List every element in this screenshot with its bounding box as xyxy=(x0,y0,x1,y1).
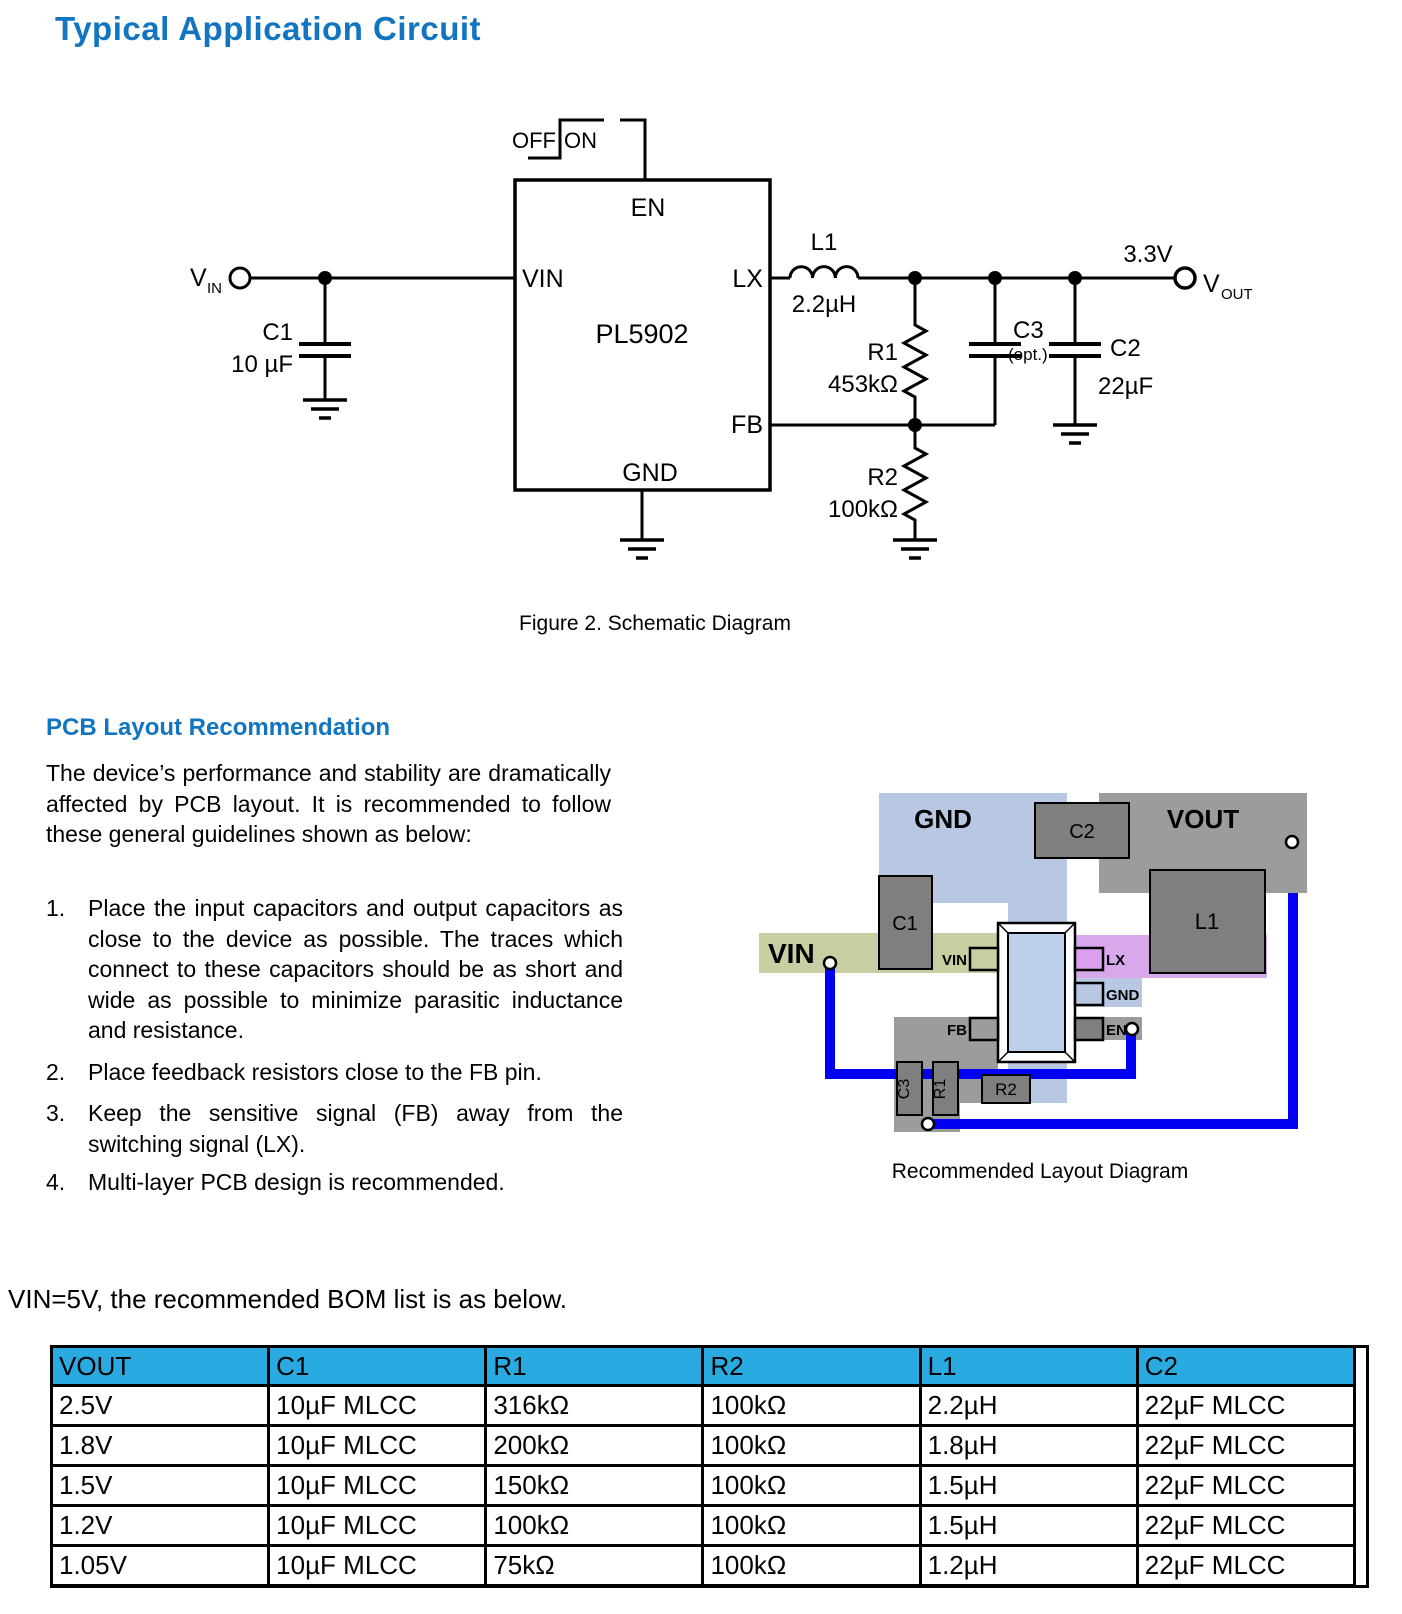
pin-label-gnd: GND xyxy=(622,459,678,487)
c2-value: 22µF xyxy=(1098,373,1154,400)
bom-cell: 22µF MLCC xyxy=(1137,1546,1354,1586)
bom-cell: 100kΩ xyxy=(703,1426,920,1466)
l1-ref: L1 xyxy=(810,229,838,256)
bom-table xyxy=(50,1345,1356,1587)
pin-label-vin: VIN xyxy=(522,265,564,293)
bom-cell: 316kΩ xyxy=(486,1386,703,1426)
bom-header-cell: C2 xyxy=(1137,1347,1354,1386)
list-item-number: 2. xyxy=(46,1059,66,1085)
chip-pin-vin xyxy=(970,948,998,970)
r1-ref: R1 xyxy=(867,339,898,366)
c1-value: 10 µF xyxy=(231,351,293,378)
list-item-number: 3. xyxy=(46,1100,66,1126)
layout-pin-label-lx: LX xyxy=(1106,952,1126,969)
vout-net-label: V xyxy=(1203,270,1220,298)
bom-cell: 22µF MLCC xyxy=(1137,1506,1354,1546)
output-voltage-label: 3.3V xyxy=(1123,241,1173,268)
vin-region-label: VIN xyxy=(768,938,815,969)
r2-ref: R2 xyxy=(867,464,898,491)
bom-cell: 2.5V xyxy=(52,1386,269,1426)
list-item-number: 4. xyxy=(46,1169,66,1195)
bom-header-cell: R2 xyxy=(703,1347,920,1386)
bom-cell: 22µF MLCC xyxy=(1137,1426,1354,1466)
layout-caption: Recommended Layout Diagram xyxy=(891,1160,1189,1183)
c2-label: C2 xyxy=(1069,821,1095,843)
bom-cell: 1.05V xyxy=(52,1546,269,1586)
list-item-number: 1. xyxy=(46,895,66,921)
bom-cell: 1.2V xyxy=(52,1506,269,1546)
r2-label: R2 xyxy=(995,1080,1017,1099)
list-item-text: Keep the sensitive signal (FB) away from the switching signal (LX). xyxy=(88,1100,623,1157)
r2-value: 100kΩ xyxy=(828,496,898,523)
en-wire xyxy=(620,120,645,180)
bom-cell: 100kΩ xyxy=(703,1546,920,1586)
pin-label-en: EN xyxy=(630,194,666,222)
bom-row xyxy=(52,1426,1355,1466)
c2-ref: C2 xyxy=(1110,335,1141,362)
c1-label: C1 xyxy=(892,913,918,935)
ic-ground-icon xyxy=(620,540,664,558)
r2-resistor-icon xyxy=(904,425,926,540)
bom-cell: 100kΩ xyxy=(703,1506,920,1546)
c1-ref: C1 xyxy=(262,319,293,346)
r1-resistor-icon xyxy=(904,278,926,425)
bom-header-cell: L1 xyxy=(920,1347,1137,1386)
bom-cell: 100kΩ xyxy=(486,1506,703,1546)
bom-cell: 100kΩ xyxy=(703,1386,920,1426)
bom-cell: 10µF MLCC xyxy=(269,1546,486,1586)
layout-pin-label-en: EN xyxy=(1106,1022,1127,1039)
bom-cell: 22µF MLCC xyxy=(1137,1466,1354,1506)
c3-ref: C3 xyxy=(1013,317,1044,344)
schematic-caption: Figure 2. Schematic Diagram xyxy=(519,612,791,635)
bom-cell: 1.5µH xyxy=(920,1506,1137,1546)
bom-cell: 10µF MLCC xyxy=(269,1426,486,1466)
layout-pin-label-vin: VIN xyxy=(941,952,967,969)
bom-cell: 200kΩ xyxy=(486,1426,703,1466)
bom-cell: 1.5V xyxy=(52,1466,269,1506)
bom-cell: 1.8µH xyxy=(920,1426,1137,1466)
bom-intro: VIN=5V, the recommended BOM list is as below. xyxy=(8,1284,568,1314)
bom-cell: 100kΩ xyxy=(703,1466,920,1506)
bom-row xyxy=(52,1386,1355,1426)
bom-cell: 150kΩ xyxy=(486,1466,703,1506)
pcb-layout-diagram xyxy=(740,770,1380,1180)
chip-pin-lx xyxy=(1075,948,1103,970)
switch-on-label: ON xyxy=(564,128,597,153)
pin-label-lx: LX xyxy=(732,265,763,293)
chip-pin-en xyxy=(1075,1018,1103,1040)
vout-region-label: VOUT xyxy=(1166,804,1240,834)
section-heading: PCB Layout Recommendation xyxy=(46,714,391,741)
bom-cell: 1.5µH xyxy=(920,1466,1137,1506)
layout-pin-label-fb: FB xyxy=(947,1022,967,1039)
part-number: PL5902 xyxy=(595,319,689,349)
bom-cell: 10µF MLCC xyxy=(269,1466,486,1506)
r1-value: 453kΩ xyxy=(828,371,898,398)
bom-cell: 10µF MLCC xyxy=(269,1506,486,1546)
section-intro: The device’s performance and stability are dramatically affected by PCB layout. It is recommended to follow these general guidelines shown as below: xyxy=(46,760,611,847)
r1-label: R1 xyxy=(932,1078,949,1100)
page-title: Typical Application Circuit xyxy=(55,10,482,47)
bom-cell: 10µF MLCC xyxy=(269,1386,486,1426)
chip-pin-fb xyxy=(970,1018,998,1040)
vin-net-label: V xyxy=(190,264,207,292)
c3-note: (opt.) xyxy=(1008,345,1048,364)
vout-terminal-icon xyxy=(1175,268,1195,288)
schematic-diagram xyxy=(0,0,1402,600)
vin-terminal-icon xyxy=(230,268,250,288)
bom-cell: 2.2µH xyxy=(920,1386,1137,1426)
junction-dots xyxy=(318,271,1082,432)
bom-header-cell: R1 xyxy=(486,1347,703,1386)
bom-cell: 75kΩ xyxy=(486,1546,703,1586)
list-item-text: Place feedback resistors close to the FB pin. xyxy=(88,1059,542,1085)
l1-label: L1 xyxy=(1194,909,1220,934)
chip-package xyxy=(998,923,1075,1062)
l1-inductor-icon xyxy=(790,267,858,278)
list-item-text: Place the input capacitors and output capacitors as close to the device as possible. The traces which connect to these capacitors should be as short and wide as possible to minimize parasitic inductance and resistance. xyxy=(88,895,623,1043)
list-item-text: Multi-layer PCB design is recommended. xyxy=(88,1169,505,1195)
bom-row xyxy=(52,1506,1355,1546)
layout-pin-label-gnd: GND xyxy=(1106,987,1140,1004)
bom-header-row xyxy=(52,1347,1355,1386)
l1-value: 2.2µH xyxy=(791,291,857,318)
c1-ground-icon xyxy=(303,400,347,418)
gnd-region-label: GND xyxy=(914,804,972,834)
c2-ground-icon xyxy=(1053,425,1097,443)
switch-off-label: OFF xyxy=(512,128,556,153)
bom-header-cell: C1 xyxy=(269,1347,486,1386)
bom-row xyxy=(52,1546,1355,1586)
bom-cell: 1.8V xyxy=(52,1426,269,1466)
pin-label-fb: FB xyxy=(731,411,763,439)
vin-net-sub: IN xyxy=(207,280,222,297)
bom-cell: 22µF MLCC xyxy=(1137,1386,1354,1426)
bom-header-cell: VOUT xyxy=(52,1347,269,1386)
vout-net-sub: OUT xyxy=(1221,286,1253,303)
c3-label: C3 xyxy=(896,1078,913,1100)
bom-cell: 1.2µH xyxy=(920,1546,1137,1586)
chip-pin-gnd xyxy=(1075,983,1103,1005)
r2-ground-icon xyxy=(893,540,937,558)
bom-row xyxy=(52,1466,1355,1506)
